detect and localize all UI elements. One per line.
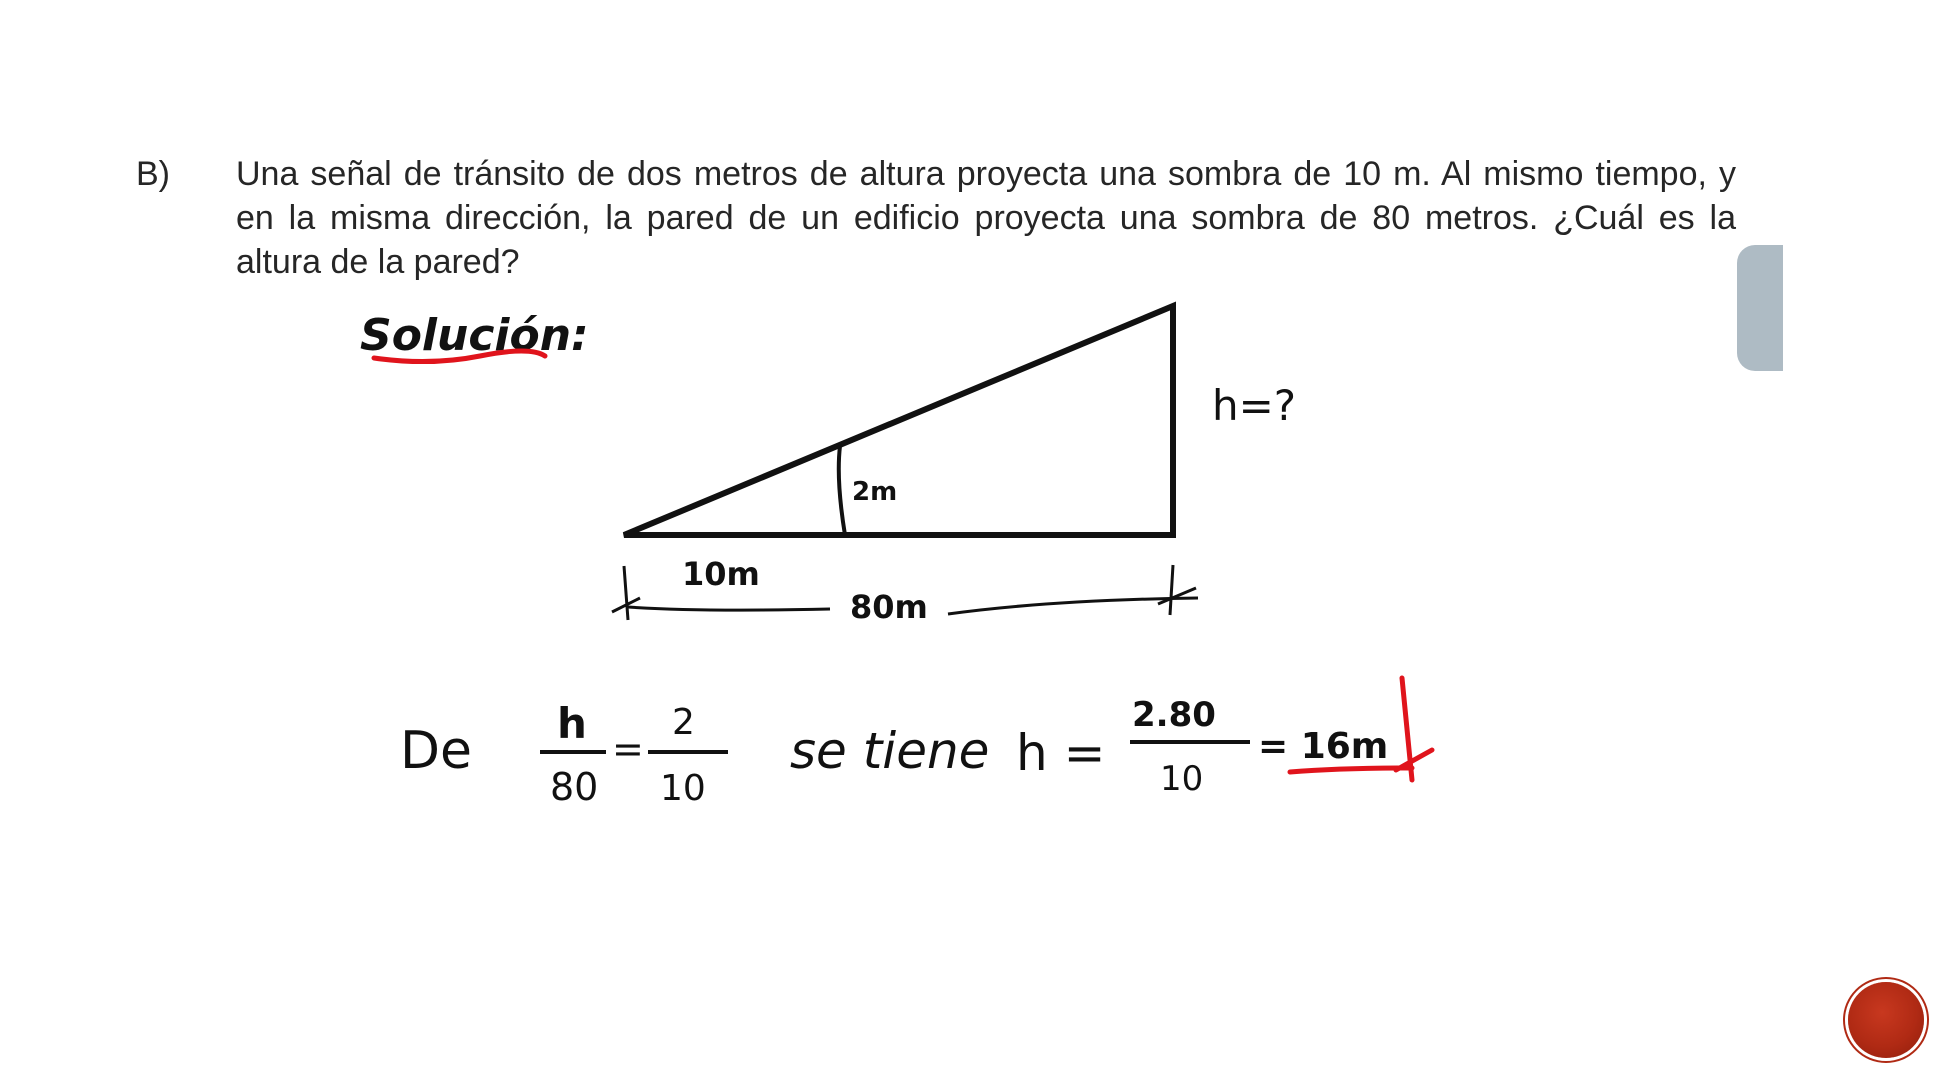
dimension-tick-left [612, 566, 640, 620]
calc-numerator: 2.80 [1132, 695, 1216, 735]
triangle-diagram [624, 306, 1173, 535]
height-unknown-label: h=? [1212, 381, 1297, 430]
middle-text: se tiene [790, 722, 990, 780]
ratio-left-denominator: 80 [550, 765, 599, 809]
side-panel-tab[interactable] [1737, 245, 1783, 371]
dimension-line-right [948, 598, 1198, 614]
solution-label: Solución: [360, 310, 589, 361]
ratio-right-denominator: 10 [660, 768, 706, 809]
problem-label: B) [136, 155, 170, 193]
problem-text: Una señal de tránsito de dos metros de altura proyecta una sombra de 10 m. Al mismo tiempo, y en la misma dirección, la pared de un edificio proyecta una sombra de 80 metros. ¿Cuál es la altura de la pared? [236, 155, 1736, 281]
equation-lead: De [400, 721, 473, 781]
red-circle-nav-button[interactable] [1848, 982, 1924, 1058]
ratio-right-numerator: 2 [672, 702, 695, 743]
sign-height-line [839, 446, 845, 535]
dimension-tick-right [1158, 565, 1196, 615]
long-shadow-label: 80m [850, 588, 928, 626]
result-value: = 16m [1258, 726, 1389, 767]
ratio-equals: = [612, 727, 644, 771]
ratio-left-numerator: h [557, 699, 587, 748]
h-equals: h = [1016, 724, 1106, 782]
dimension-line-left [628, 607, 830, 610]
result-check-mark [1396, 678, 1432, 780]
calc-denominator: 10 [1160, 759, 1204, 799]
small-height-label: 2m [852, 477, 898, 507]
short-shadow-label: 10m [682, 555, 760, 593]
